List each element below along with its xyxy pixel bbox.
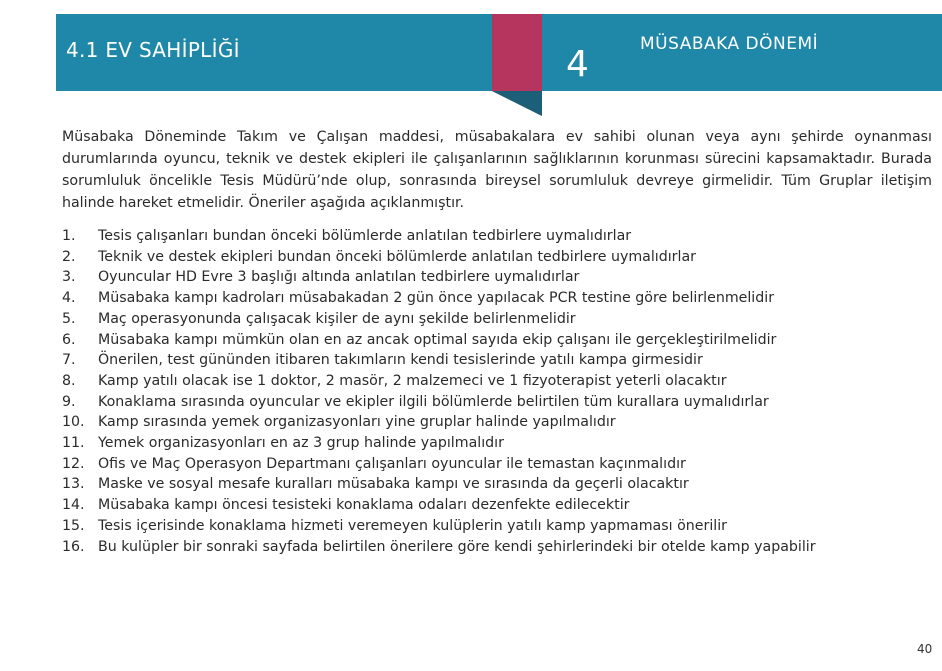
list-item-number: 6. — [62, 331, 76, 348]
list-item-number: 13. — [62, 476, 85, 493]
list-item-text: Önerilen, test gününden itibaren takımların kendi tesislerinde yatılı kampa girmesidir — [98, 352, 703, 369]
list-item — [62, 330, 932, 351]
list-item-text: Tesis çalışanları bundan önceki bölümlerde anlatılan tedbirlere uymalıdırlar — [98, 228, 632, 244]
list-item — [62, 454, 932, 475]
list-item — [62, 309, 932, 330]
list-item-number: 10. — [62, 414, 85, 431]
list-item-text: Bu kulüpler bir sonraki sayfada belirtilen önerilere göre kendi şehirlerindeki bir otelde kamp yapabilir — [98, 538, 816, 555]
section-title: 4.1 EV SAHİPLİĞİ — [66, 38, 240, 62]
list-item — [62, 267, 932, 288]
list-item-text: Müsabaka kampı mümkün olan en az ancak optimal sayıda ekip çalışanı ile gerçekleştirilmelidir — [98, 331, 777, 348]
list-item-text: Konaklama sırasında oyuncular ve ekipler ilgili bölümlerde belirtilen tüm kurallara uymalıdırlar — [98, 393, 769, 410]
list-item-number: 1. — [62, 228, 76, 244]
chapter-ribbon — [492, 14, 542, 116]
list-item-number: 12. — [62, 455, 85, 472]
list-item-text: Maske ve sosyal mesafe kuralları müsabaka kampı ve sırasında da geçerli olacaktır — [98, 476, 689, 493]
intro-paragraph: Müsabaka Döneminde Takım ve Çalışan maddesi, müsabakalara ev sahibi olunan veya aynı şehirde oynanması durumlarında oyuncu, teknik ve destek ekipleri ile çalışanlarının sağlıklarının korunması sürecini kapsamaktadır. Burada sorumluluk öncelikle Tesis Müdürü’nde olup, sonrasında bireysel sorumluluk devreye girmelidir. Tüm Gruplar iletişim halinde hareket etmelidir. Öneriler aşağıda açıklanmıştır. — [62, 129, 932, 211]
list-item-text: Kamp yatılı olacak ise 1 doktor, 2 masör, 2 malzemeci ve 1 fizyoterapist yeterli olacaktır — [98, 372, 727, 389]
list-item — [62, 226, 932, 247]
chapter-title: MÜSABAKA DÖNEMİ — [640, 34, 819, 54]
list-item — [62, 495, 932, 516]
list-item-number: 2. — [62, 248, 76, 265]
list-item — [62, 433, 932, 454]
list-item — [62, 350, 932, 371]
list-item-number: 9. — [62, 393, 76, 410]
list-item-text: Teknik ve destek ekipleri bundan önceki bölümlerde anlatılan tedbirlere uymalıdırlar — [98, 248, 696, 265]
list-item — [62, 474, 932, 495]
list-item-text: Oyuncular HD Evre 3 başlığı altında anlatılan tedbirlere uymalıdırlar — [98, 269, 580, 286]
list-item-text: Müsabaka kampı öncesi tesisteki konaklama odaları dezenfekte edilecektir — [98, 497, 630, 514]
list-item — [62, 537, 932, 558]
list-item-text: Yemek organizasyonları en az 3 grup halinde yapılmalıdır — [98, 435, 504, 452]
list-item-number: 7. — [62, 352, 76, 369]
list-item-number: 15. — [62, 517, 85, 534]
list-item — [62, 392, 932, 413]
list-item-number: 8. — [62, 372, 76, 389]
recommendation-list — [62, 226, 932, 557]
list-item-text: Ofis ve Maç Operasyon Departmanı çalışanları oyuncular ile temastan kaçınmalıdır — [98, 455, 686, 472]
list-item — [62, 412, 932, 433]
list-item — [62, 516, 932, 537]
list-item — [62, 288, 932, 309]
list-item-text: Maç operasyonunda çalışacak kişiler de aynı şekilde belirlenmelidir — [98, 310, 576, 327]
list-item-number: 11. — [62, 435, 85, 452]
page-number: 40 — [917, 642, 933, 656]
list-item-text: Müsabaka kampı kadroları müsabakadan 2 gün önce yapılacak PCR testine göre belirlenmelidir — [98, 290, 775, 307]
list-item-number: 4. — [62, 290, 76, 307]
chapter-number: 4 — [566, 44, 589, 85]
list-item-number: 14. — [62, 497, 85, 514]
list-item — [62, 371, 932, 392]
list-item-number: 16. — [62, 538, 85, 555]
list-item — [62, 247, 932, 268]
list-item-text: Kamp sırasında yemek organizasyonları yine gruplar halinde yapılmalıdır — [98, 414, 616, 431]
list-item-number: 3. — [62, 269, 76, 286]
list-item-text: Tesis içerisinde konaklama hizmeti veremeyen kulüplerin yatılı kamp yapmaması önerilir — [98, 517, 727, 534]
list-item-number: 5. — [62, 310, 76, 327]
